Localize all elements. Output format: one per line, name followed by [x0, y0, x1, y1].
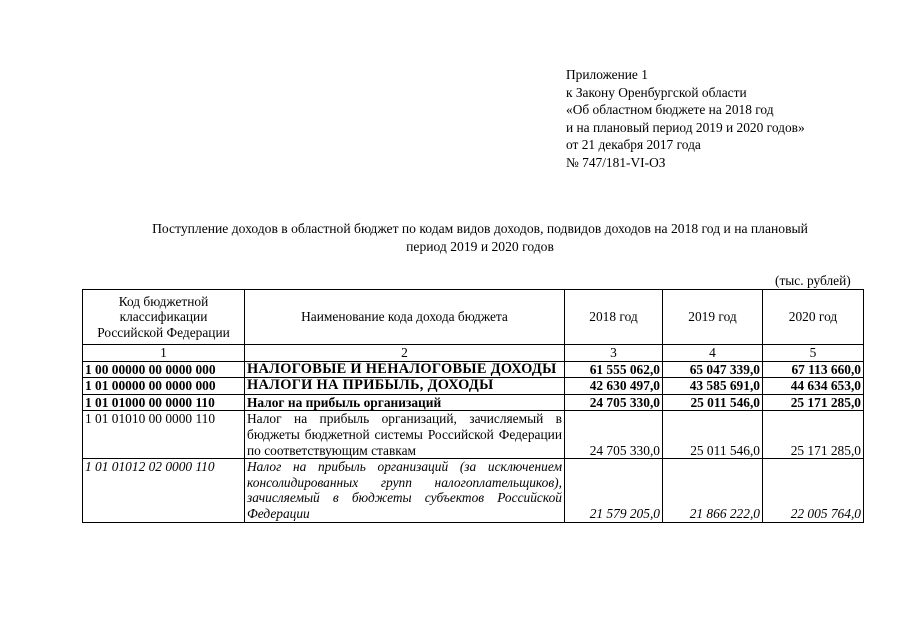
column-number: 3	[565, 345, 663, 362]
row-value-2020: 67 113 660,0	[763, 361, 864, 378]
header-code-line: Код бюджетной	[118, 293, 209, 309]
column-number: 1	[83, 345, 245, 362]
table-header-row	[83, 290, 864, 345]
row-code: 1 01 01010 00 0000 110	[83, 411, 245, 459]
row-value-2019: 21 866 222,0	[663, 459, 763, 522]
row-value-2020: 44 634 653,0	[763, 378, 864, 395]
row-value-2019: 25 011 546,0	[663, 394, 763, 411]
header-2018: 2018 год	[565, 290, 663, 345]
row-code: 1 01 01012 02 0000 110	[83, 459, 245, 522]
row-value-2018: 61 555 062,0	[565, 361, 663, 378]
row-code: 1 01 00000 00 0000 000	[83, 378, 245, 395]
row-code: 1 01 01000 00 0000 110	[83, 394, 245, 411]
column-number: 5	[763, 345, 864, 362]
table-row	[83, 411, 864, 459]
document-title	[60, 220, 900, 255]
row-value-2020: 25 171 285,0	[763, 394, 864, 411]
header-code	[83, 290, 245, 345]
row-name: НАЛОГОВЫЕ И НЕНАЛОГОВЫЕ ДОХОДЫ	[245, 361, 565, 378]
table-row	[83, 394, 864, 411]
row-value-2020: 25 171 285,0	[763, 411, 864, 459]
table-row	[83, 459, 864, 522]
appendix-line: «Об областном бюджете на 2018 год	[566, 102, 774, 118]
row-name: Налог на прибыль организаций, зачисляемый в бюджеты бюджетной системы Российской Федерации по соответствующим ставкам	[245, 411, 565, 459]
row-value-2018: 24 705 330,0	[565, 394, 663, 411]
row-value-2018: 24 705 330,0	[565, 411, 663, 459]
appendix-line: к Закону Оренбургской области	[566, 84, 747, 100]
document-title-line-2: период 2019 и 2020 годов	[406, 238, 554, 254]
appendix-line: № 747/181-VI-ОЗ	[566, 154, 666, 170]
row-value-2019: 65 047 339,0	[663, 361, 763, 378]
row-code: 1 00 00000 00 0000 000	[83, 361, 245, 378]
units-label: (тыс. рублей)	[775, 273, 851, 288]
row-value-2019: 25 011 546,0	[663, 411, 763, 459]
row-value-2019: 43 585 691,0	[663, 378, 763, 395]
header-2019: 2019 год	[663, 290, 763, 345]
header-code-line: классификации	[119, 309, 208, 325]
row-name: Налог на прибыль организаций (за исключением консолидированных групп налогоплательщиков), зачисляемый в бюджеты субъектов Российской Федерации	[245, 459, 565, 522]
header-2020: 2020 год	[763, 290, 864, 345]
appendix-block	[566, 66, 805, 172]
revenue-table	[82, 289, 864, 523]
appendix-line: Приложение 1	[566, 67, 648, 82]
row-value-2018: 42 630 497,0	[565, 378, 663, 395]
row-value-2018: 21 579 205,0	[565, 459, 663, 522]
table-row	[83, 378, 864, 395]
column-number: 4	[663, 345, 763, 362]
row-value-2020: 22 005 764,0	[763, 459, 864, 522]
appendix-line: от 21 декабря 2017 года	[566, 137, 701, 153]
column-number-row	[83, 345, 864, 362]
row-name: Налог на прибыль организаций	[245, 394, 565, 411]
document-title-line-1: Поступление доходов в областной бюджет по кодам видов доходов, подвидов доходов на 2018 год и на плановый	[152, 221, 808, 236]
appendix-line: и на плановый период 2019 и 2020 годов»	[566, 119, 805, 135]
header-name: Наименование кода дохода бюджета	[245, 290, 565, 345]
table-row	[83, 361, 864, 378]
row-name: НАЛОГИ НА ПРИБЫЛЬ, ДОХОДЫ	[245, 378, 565, 395]
header-code-line: Российской Федерации	[97, 324, 230, 340]
column-number: 2	[245, 345, 565, 362]
